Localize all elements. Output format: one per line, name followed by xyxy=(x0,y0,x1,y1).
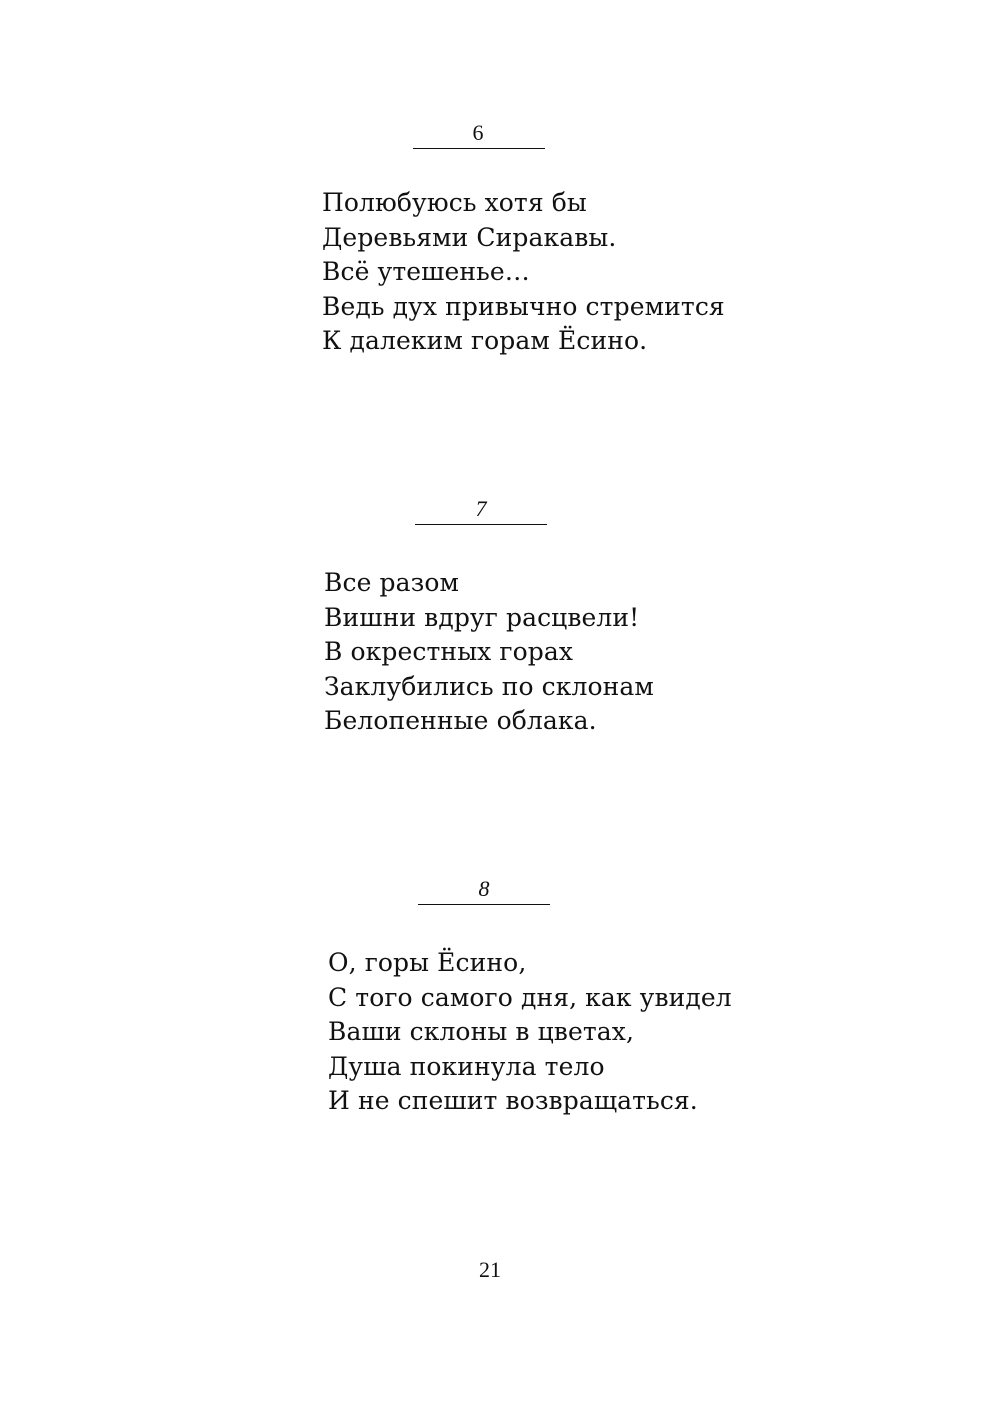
poem-line: И не спешит возвращаться. xyxy=(328,1086,698,1115)
poem-line: В окрестных горах xyxy=(324,637,574,666)
poem-line: Все разом xyxy=(324,568,460,597)
poem-line: Деревьями Сиракавы. xyxy=(322,222,617,252)
poem-line: К далеким горам Ёсино. xyxy=(322,326,648,355)
poem-line: С того самого дня, как увидел xyxy=(328,982,732,1012)
poem-line: Белопенные облака. xyxy=(324,706,597,735)
poem-lines xyxy=(322,186,725,359)
poem-line: Ведь дух привычно стремится xyxy=(322,291,725,321)
poem-line: Заклубились по склонам xyxy=(324,671,654,701)
poem-line: Вишни вдруг расцвели! xyxy=(324,602,640,632)
poem-number: 6 xyxy=(472,120,484,145)
poem-line: Полюбуюсь хотя бы xyxy=(322,188,587,217)
poem-line: Душа покинула тело xyxy=(328,1051,605,1081)
page-number: 21 xyxy=(479,1257,501,1282)
poem-number-rule xyxy=(418,904,550,905)
poem-line: Всё утешенье… xyxy=(322,257,530,286)
poem-line: О, горы Ёсино, xyxy=(328,948,527,977)
poem-line: Ваши склоны в цветах, xyxy=(328,1017,635,1046)
poem-number: 7 xyxy=(475,496,487,521)
poem-number-rule xyxy=(413,148,545,149)
poem-lines xyxy=(328,946,732,1119)
poem-number-rule xyxy=(415,524,547,525)
poem-lines xyxy=(324,566,654,739)
poem-number: 8 xyxy=(478,876,490,901)
